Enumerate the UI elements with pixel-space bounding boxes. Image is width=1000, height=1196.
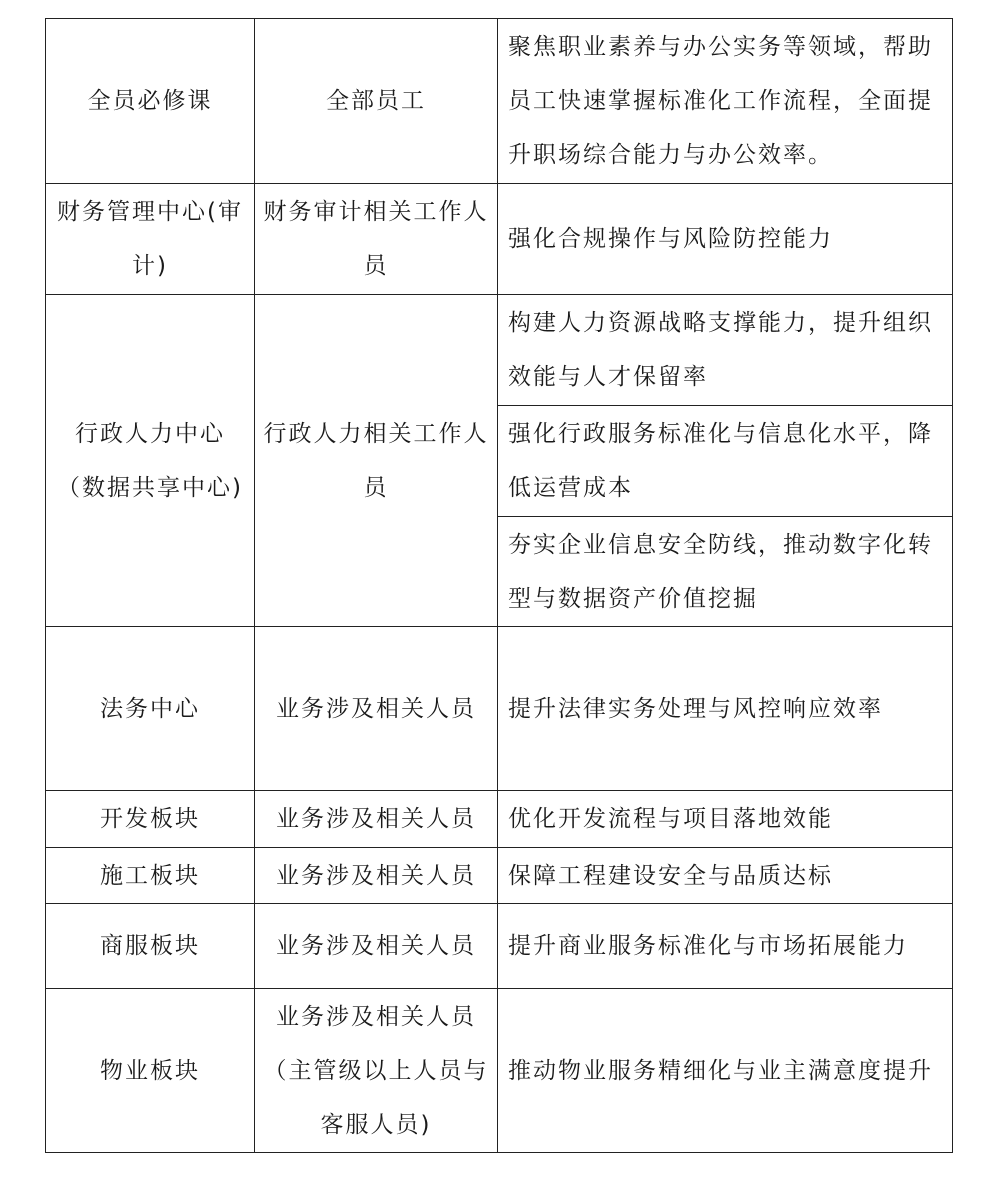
target-personnel-text: 行政人力相关工作人员 [263,420,489,501]
training-goal-text: 构建人力资源战略支撑能力，提升组织效能与人才保留率 [508,310,933,390]
target-personnel-cell [255,184,498,295]
target-personnel-text: 业务涉及相关人员（主管级以上人员与客服人员) [263,1003,489,1138]
target-personnel-text: 全部员工 [326,88,426,114]
department-cell [46,791,255,848]
target-personnel-cell [255,791,498,848]
training-goal-text: 提升法律实务处理与风控响应效率 [508,695,883,722]
target-personnel-cell [255,627,498,791]
table-row [46,848,953,904]
department-cell [46,295,255,627]
department-cell [46,989,255,1153]
training-goal-cell [498,295,953,406]
department-text: 施工板块 [100,862,200,889]
target-personnel-text: 财务审计相关工作人员 [263,199,489,279]
department-text: 物业板块 [100,1057,200,1084]
department-text: 全员必修课 [87,88,213,114]
training-goal-cell [498,406,953,517]
department-text: 行政人力中心（数据共享中心) [57,420,243,501]
table-row [46,19,953,184]
training-goal-cell [498,791,953,848]
target-personnel-cell [255,19,498,184]
target-personnel-text: 业务涉及相关人员 [276,806,476,832]
department-cell [46,19,255,184]
training-goal-text: 推动物业服务精细化与业主满意度提升 [508,1057,933,1084]
table-row [46,627,953,791]
department-cell [46,848,255,904]
target-personnel-cell [255,989,498,1153]
training-goal-cell [498,848,953,904]
training-goal-text: 强化合规操作与风险防控能力 [508,226,833,252]
training-goal-cell [498,19,953,184]
table-row [46,791,953,848]
department-text: 商服板块 [100,933,200,959]
department-cell [46,184,255,295]
target-personnel-text: 业务涉及相关人员 [276,862,476,889]
training-goal-cell [498,904,953,989]
department-text: 财务管理中心(审计) [57,199,243,279]
department-text: 法务中心 [100,695,200,722]
target-personnel-cell [255,295,498,627]
training-goal-text: 聚焦职业素养与办公实务等领域，帮助员工快速掌握标准化工作流程，全面提升职场综合能力与办公效率。 [508,34,933,168]
training-goal-text: 强化行政服务标准化与信息化水平，降低运营成本 [508,421,933,501]
department-text: 开发板块 [100,806,200,832]
training-goal-cell [498,184,953,295]
training-goal-text: 夯实企业信息安全防线，推动数字化转型与数据资产价值挖掘 [508,531,933,612]
training-goal-text: 保障工程建设安全与品质达标 [508,862,833,889]
target-personnel-cell [255,848,498,904]
target-personnel-text: 业务涉及相关人员 [276,695,476,722]
training-goal-cell [498,627,953,791]
training-goal-cell [498,989,953,1153]
target-personnel-text: 业务涉及相关人员 [276,933,476,959]
training-plan-table [45,18,953,1153]
training-goal-text: 提升商业服务标准化与市场拓展能力 [508,933,908,959]
target-personnel-cell [255,904,498,989]
table-row [46,904,953,989]
table-row [46,295,953,406]
training-goal-cell [498,517,953,627]
department-cell [46,627,255,791]
training-goal-text: 优化开发流程与项目落地效能 [508,806,833,832]
department-cell [46,904,255,989]
table-row [46,989,953,1153]
table-row [46,184,953,295]
